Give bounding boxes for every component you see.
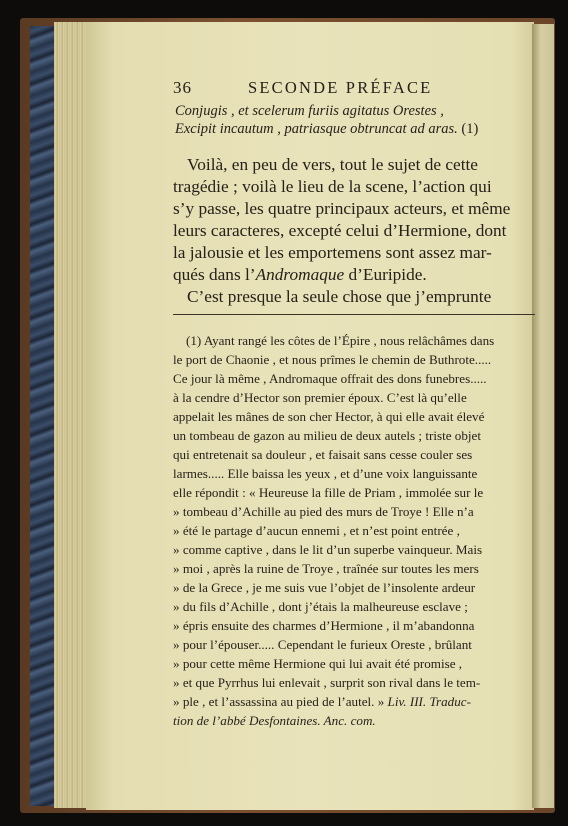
footnote-line: » du fils d’Achille , dont j’étais la malheureuse esclave ; [173, 599, 468, 614]
footnote-line: à la cendre d’Hector son premier époux. C’est là qu’elle [173, 390, 467, 405]
footnote-line: le port de Chaonie , et nous prîmes le chemin de Buthrote..... [173, 352, 492, 367]
facing-page-edge [532, 24, 554, 808]
body-line: tragédie ; voilà le lieu de la scene, l’action qui [173, 177, 492, 196]
body-line: qués dans l’Andromaque d’Euripide. [173, 265, 427, 284]
footnote-line: » tombeau d’Achille au pied des murs de Troye ! Elle n’a [173, 504, 474, 519]
body-line: C’est presque la seule chose que j’emprunte [187, 287, 492, 306]
verse-line: Conjugis , et scelerum furiis agitatus Orestes , [175, 103, 444, 119]
footnote-line: » épris ensuite des charmes d’Hermione , il m’abandonna [173, 618, 475, 633]
footnote-line: (1) Ayant rangé les côtes de l’Épire , nous relâchâmes dans [186, 333, 495, 348]
footnote-line: » ple , et l’assassina au pied de l’autel. » Liv. III. Traduc- [173, 694, 471, 709]
work-title: Andromaque [255, 265, 345, 284]
body-line: la jalousie et les emportemens sont assez mar- [173, 243, 492, 262]
page-edges [54, 22, 88, 808]
footnote-line: » pour cette même Hermione qui lui avait été promise , [173, 656, 463, 671]
footnote-rule [173, 314, 535, 315]
page-number: 36 [173, 78, 192, 97]
citation-line: tion de l’abbé Desfontaines. Anc. com. [173, 713, 376, 728]
citation: Liv. III. Traduc- [387, 694, 471, 709]
verse-line: Excipit incautum , patriasque obtruncat ad aras. (1) [175, 121, 479, 137]
page-header [173, 78, 535, 98]
footnote-line: » pour l’épouser..... Cependant le furieux Oreste , brûlant [173, 637, 472, 652]
note-reference: (1) [461, 121, 479, 137]
footnote-line: » été le partage d’aucun ennemi , et n’est point entrée , [173, 523, 460, 538]
body-line: Voilà, en peu de vers, tout le sujet de cette [187, 155, 478, 174]
footnote-line: larmes..... Elle baissa les yeux , et d’une voix languissante [173, 466, 478, 481]
footnote-line: » de la Grece , je me suis vue l’objet de l’insolente ardeur [173, 580, 476, 595]
body-line: leurs caracteres, excepté celui d’Hermione, dont [173, 221, 507, 240]
footnote-line: un tombeau de gazon au milieu de deux autels ; triste objet [173, 428, 481, 443]
body-line: s’y passe, les quatre principaux acteurs, et même [173, 199, 511, 218]
footnote-line: » comme captive , dans le lit d’un superbe vainqueur. Mais [173, 542, 483, 557]
footnote-line: Ce jour là même , Andromaque offrait des dons funebres..... [173, 371, 487, 386]
footnote-line: qui entretenait sa douleur , et faisait sans cesse couler ses [173, 447, 473, 462]
footnote-line: appelait les mânes de son cher Hector, à qui elle avait élevé [173, 409, 485, 424]
running-title: SECONDE PRÉFACE [248, 78, 433, 97]
footnote-line: » moi , après la ruine de Troye , traînée sur toutes les mers [173, 561, 479, 576]
footnote-line: elle répondit : « Heureuse la fille de Priam , immolée sur le [173, 485, 484, 500]
marbled-endpaper [30, 26, 56, 806]
footnote-line: » et que Pyrrhus lui enlevait , surprit son rival dans le tem- [173, 675, 481, 690]
